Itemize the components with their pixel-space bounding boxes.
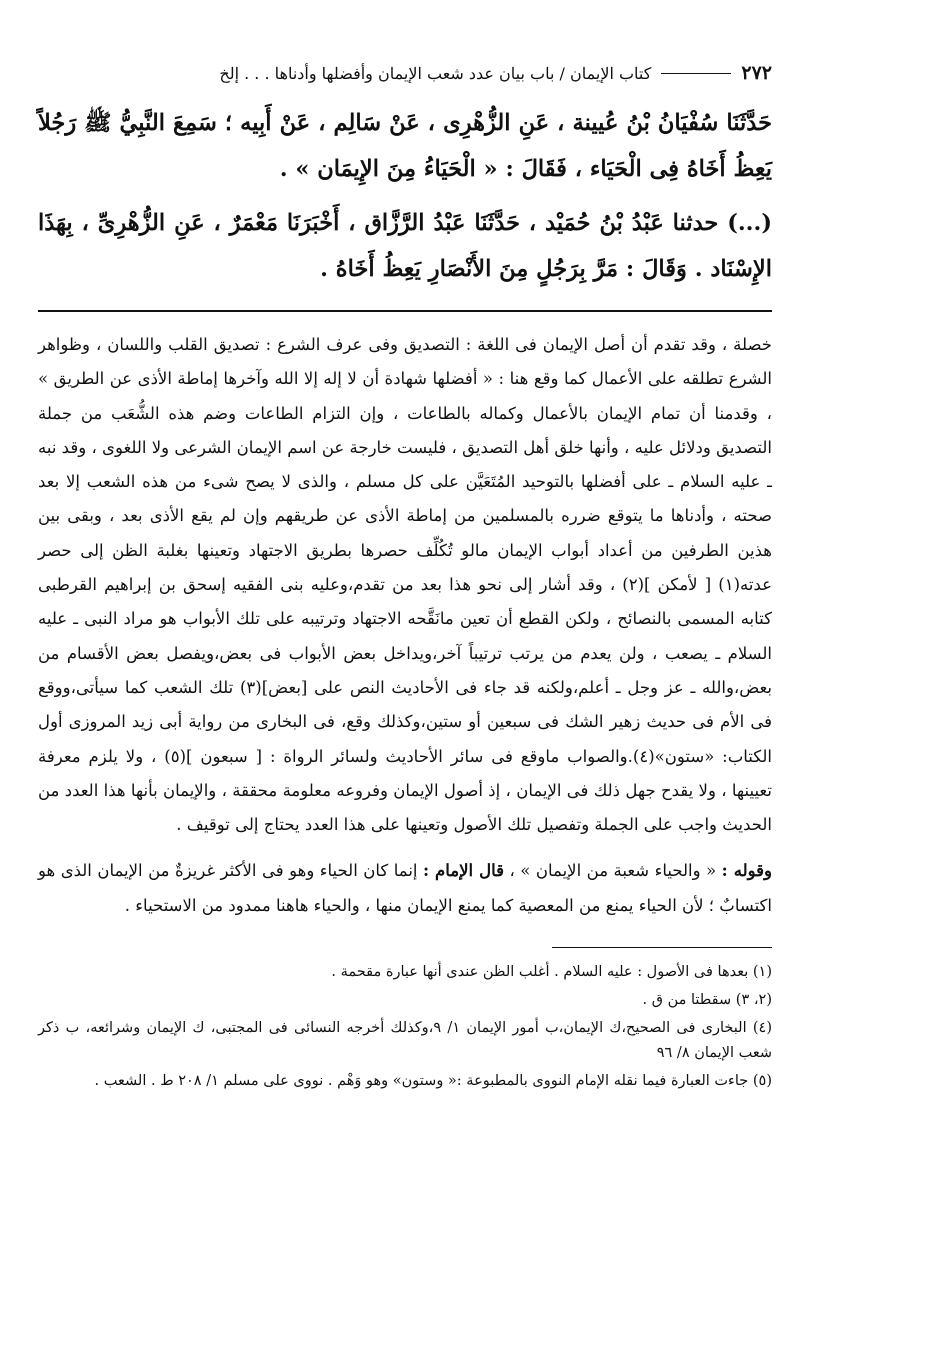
- book-page: [38, 56, 772, 1097]
- footnote-2-3: (٢، ٣) سقطتا من ق .: [642, 992, 772, 1009]
- header-rule: [661, 73, 731, 74]
- footnote-5: (٥) جاءت العبارة فيما نقله الإمام النووى بالمطبوعة :« وستون» وهو وَهْم . نووى على مسلم ١/ ٢٠٨ ط . الشعب .: [94, 1073, 772, 1090]
- footnote-4: (٤) البخارى فى الصحيح،ك الإيمان،ب أمور الإيمان ١/ ٩،وكذلك أخرجه النسائى فى المجتبى، ك الإيمان وشرائعه، ب ذكر شعب الإيمان ٨/ ٩٦: [38, 1020, 772, 1062]
- running-title: كتاب الإيمان / باب بيان عدد شعب الإيمان وأفضلها وأدناها . . . إلخ: [219, 63, 652, 83]
- paragraph-lead: وقوله :: [721, 861, 772, 881]
- hadith-paragraph-1: حَدَّثَنَا سُفْيَانُ بْنُ عُيينة ، عَنِ الزُّهْرِى ، عَنْ سَالِم ، عَنْ أَبِيه ؛ سَمِعَ النَّبِيُّ ﷺ رَجُلاً يَعِظُ أَخَاهُ فِى الْحَيَاء ، فَقَالَ : « الْحَيَاءُ مِنَ الإِيمَان » .: [38, 110, 772, 182]
- imam-label: قال الإمام :: [422, 861, 505, 881]
- page-number: ٢٧٢: [741, 62, 772, 84]
- quoted-hadith: « والحياء شعبة من الإيمان » ،: [509, 861, 717, 881]
- commentary-text: [38, 328, 772, 923]
- imam-comment: إنما كان الحياء وهو فى الأكثر غريزةٌ من الإيمان الذى هو اكتسابٌ ؛ لأن الحياء يمنع من المعصية كما يمنع الإيمان منها ، والحياء هاهنا ممدود من الاستحياء .: [38, 861, 772, 915]
- footnote-rule: [552, 947, 772, 948]
- footnotes: [38, 960, 772, 1094]
- commentary-paragraph-1: خصلة ، وقد تقدم أن أصل الإيمان فى اللغة : التصديق وفى عرف الشرع : تصديق القلب واللسان ، وظواهر الشرع تطلقه على الأعمال كما وقع هنا : « أفضلها شهادة أن لا إله إلا الله وآخرها إماطة الأذى عن الطريق » ، وقدمنا أن تمام الإيمان بالأعمال وكماله بالطاعات ، وإن التزام الطاعات وضم هذه الشُّعَب من جملة التصديق ودلائل عليه ، وأنها خلق أهل التصديق ، فليست خارجة عن اسم الإيمان الشرعى ولا اللغوى ، وقد نبه ـ عليه السلام ـ على أفضلها بالتوحيد المُتَعَيَّن على كل مسلم ، والذى لا يصح شىء من هذه الشعب إلا بعد صحته ، وأدناها ما يتوقع ضرره بالمسلمين من إماطة الأذى عن طريقهم وإن لم يقع الأذى بعد ، وبقى بين هذين الطرفين من أعداد أبواب الإيمان مالو تُكُلِّف حصرها بطريق الاجتهاد وتعينها بغلبة الظن إلى حصر عدته(١) [ لأمكن ](٢) ، وقد أشار إلى نحو هذا بعد من تقدم،وعليه بنى الفقيه إسحق بن إبراهيم القرطبى كتابه المسمى بالنصائح ، ولكن القطع أن تعين مانَقَّحه الاجتهاد وترتيبه على تلك الأبواب هو مراد النبى ـ عليه السلام ـ يصعب ، ولن يعدم من يرتب ترتيباً آخر،ويداخل بعض الأبواب فى بعض،ويفصل بعض الأقسام من بعض،والله ـ عز وجل ـ أعلم،ولكنه قد جاء فى الأحاديث النص على [بعض](٣) تلك الشعب كما سيأتى،ووقع فى الأم فى حديث زهير الشك فى سبعين أو ستين،وكذلك وقع، فى البخارى من رواية أبى زيد المروزى أول الكتاب: «ستون»(٤).والصواب ماوقع فى سائر الأحاديث ولسائر الرواة : [ سبعون ](٥) ، ولا يلزم معرفة تعيينها ، ولا يقدح جهل ذلك فى الإيمان ، إذ أصول الإيمان وفروعه معلومة محققة ، والإيمان بأنها هذا العدد من الحديث واجب على الجملة وتفصيل تلك الأصول وتعينها على هذا العدد يحتاج إلى توقيف .: [38, 335, 773, 835]
- text-divider: [38, 310, 772, 312]
- running-header: [38, 56, 772, 90]
- footnote-1: (١) بعدها فى الأصول : عليه السلام . أغلب الظن عندى أنها عبارة مقحمة .: [331, 964, 772, 981]
- commentary-paragraph-2: [38, 854, 772, 923]
- hadith-paragraph-2: (...) حدثنا عَبْدُ بْنُ حُمَيْد ، حَدَّثَنَا عَبْدُ الرَّزَّاق ، أَخْبَرَنَا مَعْمَرٌ ، عَنِ الزُّهْرِىِّ ، بِهَذَا الإِسْنَاد . وَقَالَ : مَرَّ بِرَجُلٍ مِنَ الأَنْصَارِ يَعِظُ أَخَاهُ .: [38, 210, 772, 282]
- hadith-text: [38, 100, 772, 292]
